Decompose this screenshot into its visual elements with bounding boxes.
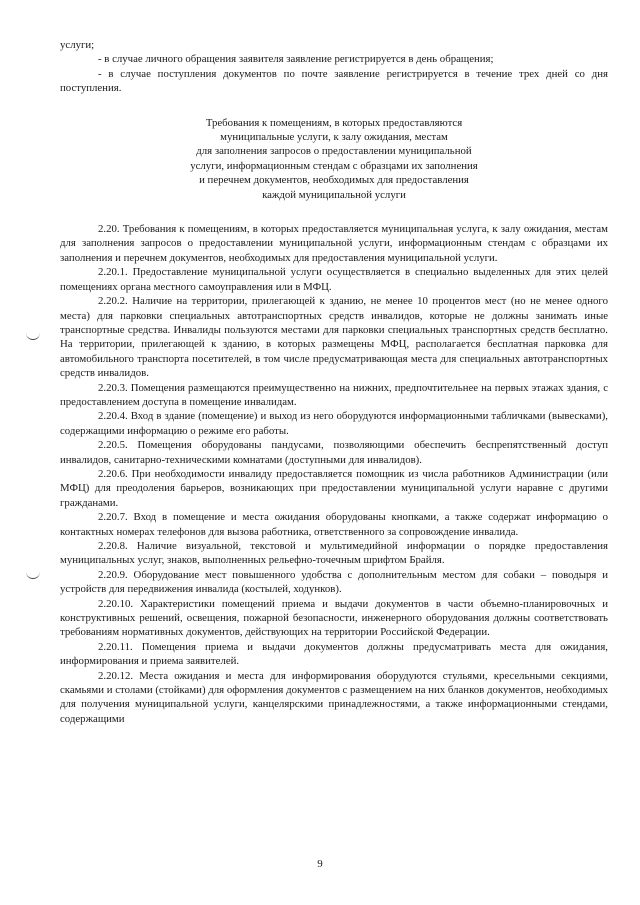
paragraph-2-20-3: 2.20.3. Помещения размещаются преимущественно на нижних, предпочтительнее на первых этажах здания, с предоставлением доступа в помещение инвалидам. xyxy=(60,381,608,408)
heading-line: для заполнения запросов о предоставлении муниципальной xyxy=(196,145,472,158)
intro-line-3: - в случае поступления документов по почте заявление регистрируется в течение трех дней со дня поступления. xyxy=(60,67,608,95)
heading-line: и перечнем документов, необходимых для предоставления xyxy=(199,174,469,187)
intro-line-1: услуги; xyxy=(60,39,95,51)
paragraph-2-20-9: 2.20.9. Оборудование мест повышенного удобства с дополнительным местом для собаки – поводыря и устройств для передвижения инвалида (костылей, ходунков). xyxy=(60,568,608,596)
paragraph-2-20-8: 2.20.8. Наличие визуальной, текстовой и мультимедийной информации о порядке предоставления муниципальных услуг, знаков, выполненных рельефно-точечным шрифтом Брайля. xyxy=(60,540,608,567)
heading-line: Требования к помещениям, в которых предоставляются xyxy=(205,116,463,129)
paragraph-2-20-10: 2.20.10. Характеристики помещений приема и выдачи документов в части объемно-планировочных и конструктивных решений, освещения, пожарной безопасности, инженерного оборудования должны соответствовать требованиям нормативных документов, действующих на территории Российской Федерации. xyxy=(60,597,608,639)
intro-line-2: - в случае личного обращения заявителя заявление регистрируется в день обращения; xyxy=(98,53,494,66)
section-heading xyxy=(60,116,608,202)
heading-line: муниципальные услуги, к залу ожидания, местам xyxy=(220,131,448,144)
paragraph-2-20-11: 2.20.11. Помещения приема и выдачи документов должны предусматривать места для ожидания, информирования и приема заявителей. xyxy=(60,640,608,668)
margin-mark xyxy=(26,572,40,579)
paragraph-2-20-7: 2.20.7. Вход в помещение и места ожидания оборудованы кнопками, а также содержат информацию о контактных номерах телефонов для вызова работника, ответственного за сопровождение инвалида. xyxy=(60,511,608,538)
document-page xyxy=(60,38,608,726)
paragraph-2-20-1: 2.20.1. Предоставление муниципальной услуги осуществляется в специально выделенных для этих целей помещениях органа местного самоуправления или в МФЦ. xyxy=(60,266,608,293)
heading-line: каждой муниципальной услуги xyxy=(262,188,406,201)
paragraph-2-20-4: 2.20.4. Вход в здание (помещение) и выход из него оборудуются информационными табличками (вывесками), содержащими информацию о режиме его работы. xyxy=(60,410,608,437)
paragraph-2-20: 2.20. Требования к помещениям, в которых предоставляется муниципальная услуга, к залу ожидания, местам для заполнения запросов о предоставлении муниципальной услуги, информационным стендам с образцами их заполнения и перечнем документов, необходимых для предоставления муниципальной услуги. xyxy=(60,223,608,264)
paragraph-2-20-2: 2.20.2. Наличие на территории, прилегающей к зданию, не менее 10 процентов мест (но не менее одного места) для парковки специальных автотранспортных средств инвалидов, которые не должны занимать иные транспортные средства. Инвалиды пользуются местами для парковки специальных транспортных средств бесплатно. На территории, прилегающей к зданию, в которых размещены МФЦ, располагается бесплатная парковка для автомобильного транспорта посетителей, в том числе предусматривающая места для специальных автотранспортных средств инвалидов. xyxy=(60,295,608,380)
paragraph-2-20-5: 2.20.5. Помещения оборудованы пандусами, позволяющими обеспечить беспрепятственный доступ инвалидов, санитарно-техническими комнатами (доступными для инвалидов). xyxy=(60,439,608,466)
paragraph-2-20-6: 2.20.6. При необходимости инвалиду предоставляется помощник из числа работников Администрации (или МФЦ) для преодоления барьеров, возникающих при предоставлении муниципальной услуги наравне с другими гражданами. xyxy=(60,467,608,509)
paragraph-2-20-12: 2.20.12. Места ожидания и места для информирования оборудуются стульями, кресельными секциями, скамьями и столами (стойками) для оформления документов с размещением на них бланков документов, необходимых для получения муниципальной услуги, канцелярскими принадлежностями, а также информационными стендами, содержащими xyxy=(60,669,608,725)
heading-line: услуги, информационным стендам с образцами их заполнения xyxy=(190,159,478,172)
page-number: 9 xyxy=(317,858,323,870)
margin-mark xyxy=(26,333,40,340)
